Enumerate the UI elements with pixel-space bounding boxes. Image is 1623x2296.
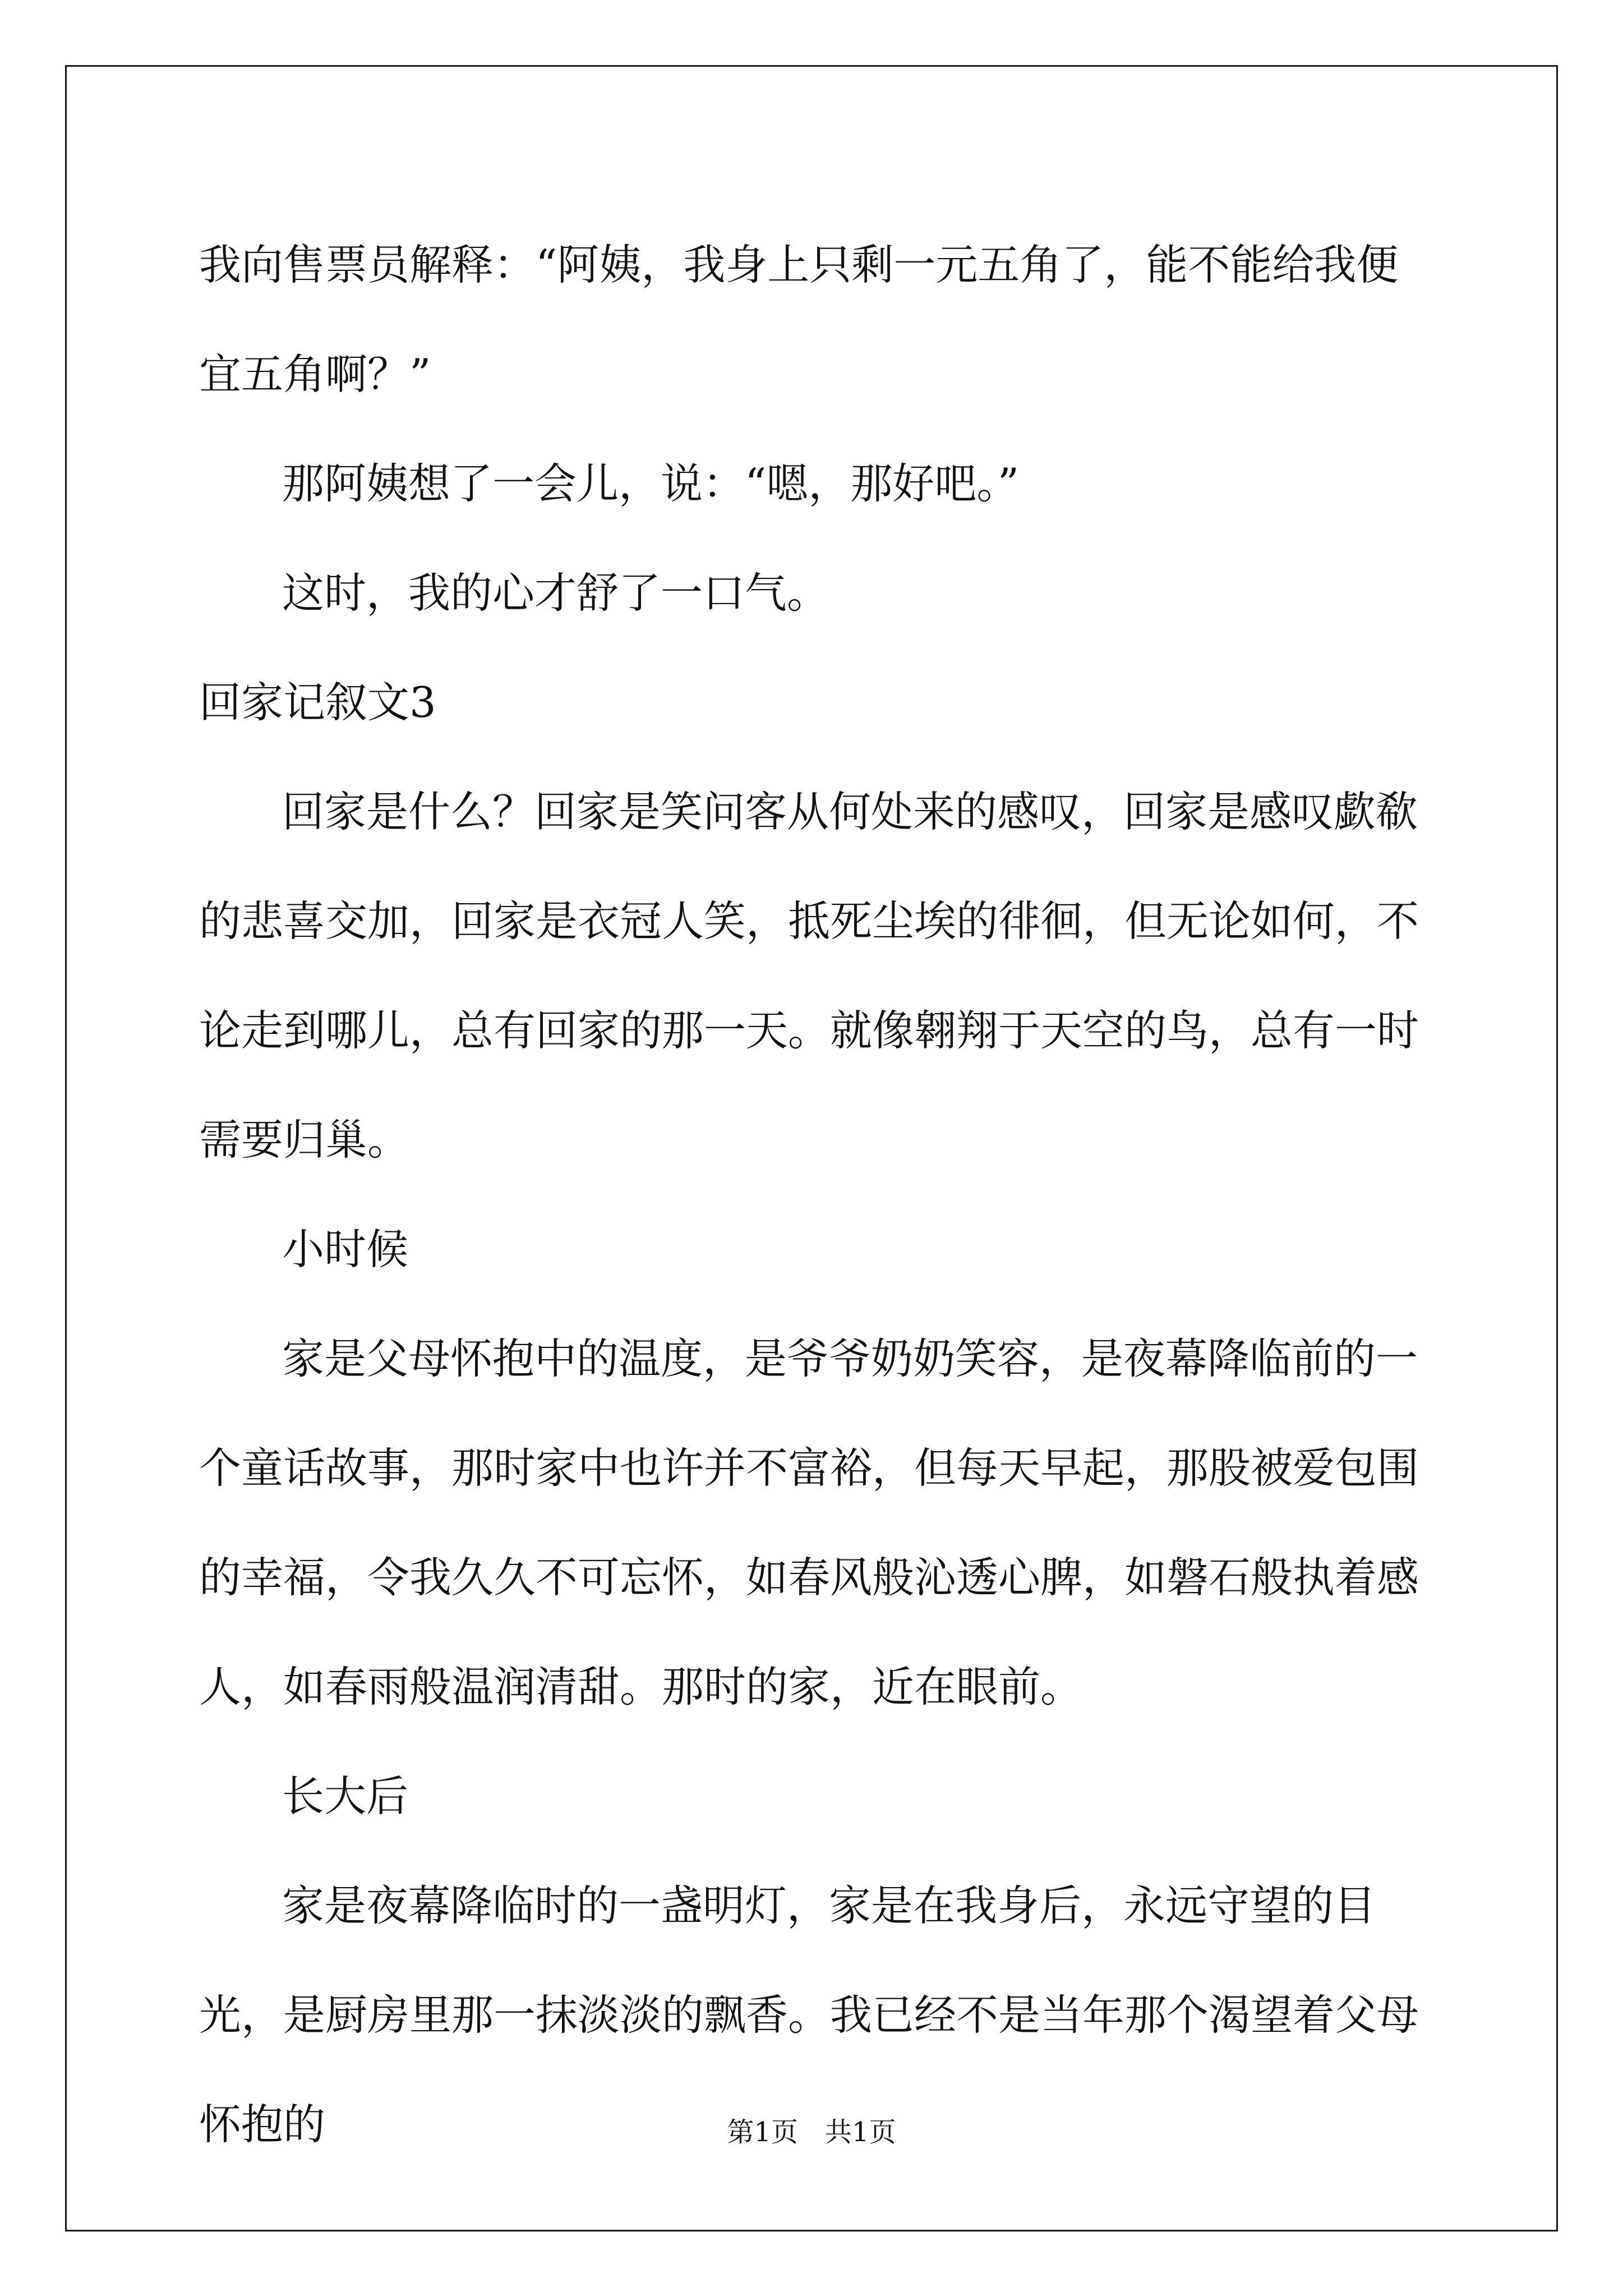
subheading-grown-up: 长大后 <box>282 1772 409 1821</box>
document-body <box>199 210 1433 2179</box>
subheading-childhood: 小时候 <box>282 1225 409 1274</box>
section-heading: 回家记叙文3 <box>199 678 436 727</box>
paragraph-1: 我向售票员解释：“阿姨，我身上只剩一元五角了，能不能给我便宜五角啊？” <box>199 240 1399 399</box>
paragraph-2: 那阿姨想了一会儿，说：“嗯，那好吧。” <box>282 459 1020 508</box>
paragraph-3: 这时，我的心才舒了一口气。 <box>282 568 829 618</box>
paragraph-5: 回家是什么？回家是笑问客从何处来的感叹，回家是感叹歔欷的悲喜交加，回家是衣冠人笑，抵死尘埃的徘徊，但无论如何，不论走到哪儿，总有回家的那一天。就像翱翔于天空的鸟，总有一时需要归巢。 <box>199 787 1419 1165</box>
page-footer: 第1页 共1页 <box>727 2116 896 2148</box>
paragraph-9: 家是夜幕降临时的一盏明灯，家是在我身后，永远守望的目光，是厨房里那一抹淡淡的飘香。我已经不是当年那个渴望着父母怀抱的 <box>199 1881 1419 2149</box>
paragraph-7: 家是父母怀抱中的温度，是爷爷奶奶笑容，是夜幕降临前的一个童话故事，那时家中也许并不富裕，但每天早起，那股被爱包围的幸福，令我久久不可忘怀，如春风般沁透心脾，如磐石般执着感人，如春雨般温润清甜。那时的家，近在眼前。 <box>199 1334 1419 1711</box>
